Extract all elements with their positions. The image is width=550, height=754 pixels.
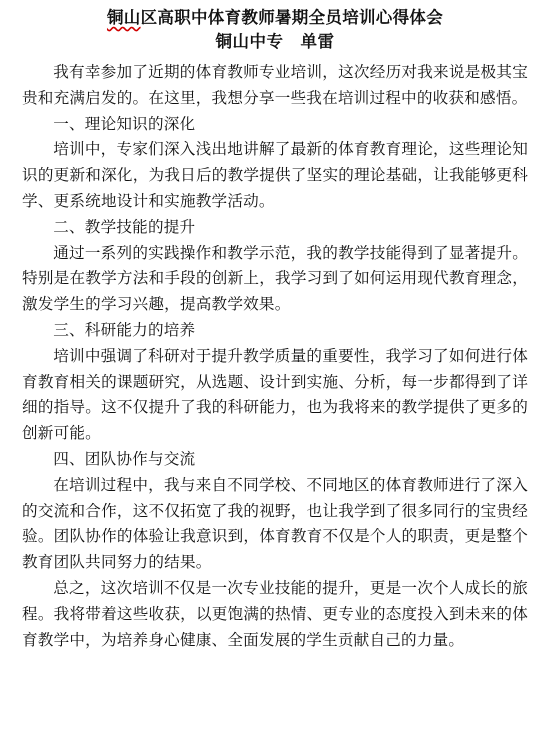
paragraph-intro: 我有幸参加了近期的体育教师专业培训，这次经历对我来说是极其宝贵和充满启发的。在这里，我想分享一些我在培训过程中的收获和感悟。 [22, 63, 528, 107]
section-heading-theory: 一、理论知识的深化 [53, 114, 196, 133]
title-spellcheck-word: 铜山 [106, 8, 141, 27]
section-heading-research: 三、科研能力的培养 [53, 320, 196, 339]
paragraph-theory: 培训中，专家们深入浅出地讲解了最新的体育教育理论，这些理论知识的更新和深化，为我日后的教学提供了坚实的理论基础，让我能够更科学、更系统地设计和实施教学活动。 [22, 140, 528, 210]
paragraph-conclusion: 总之，这次培训不仅是一次专业技能的提升，更是一次个人成长的旅程。我将带着这些收获，以更饱满的热情、更专业的态度投入到未来的体育教学中，为培养身心健康、全面发展的学生贡献自己的力量。 [22, 578, 528, 649]
section-heading-teamwork: 四、团队协作与交流 [53, 449, 196, 468]
document-body [22, 60, 528, 653]
paragraph-research: 培训中强调了科研对于提升教学质量的重要性，我学习了如何进行体育教育相关的课题研究，从选题、设计到实施、分析，每一步都得到了详细的指导。这不仅提升了我的科研能力，也为我将来的教学提供了更多的创新可能。 [22, 346, 528, 443]
paragraph-skills: 通过一系列的实践操作和教学示范，我的教学技能得到了显著提升。特别是在教学方法和手段的创新上，我学习到了如何运用现代教育理念，激发学生的学习兴趣，提高教学效果。 [22, 243, 528, 314]
document-title [22, 6, 528, 30]
title-text: 区高职中体育教师暑期全员培训心得体会 [140, 8, 443, 27]
document-author: 铜山中专 单雷 [215, 32, 335, 51]
paragraph-teamwork: 在培训过程中，我与来自不同学校、不同地区的体育教师进行了深入的交流和合作，这不仅拓宽了我的视野，也让我学到了很多同行的宝贵经验。团队协作的体验让我意识到，体育教育不仅是个人的职责，更是整个教育团队共同努力的结果。 [22, 475, 528, 572]
section-heading-skills: 二、教学技能的提升 [53, 217, 196, 236]
